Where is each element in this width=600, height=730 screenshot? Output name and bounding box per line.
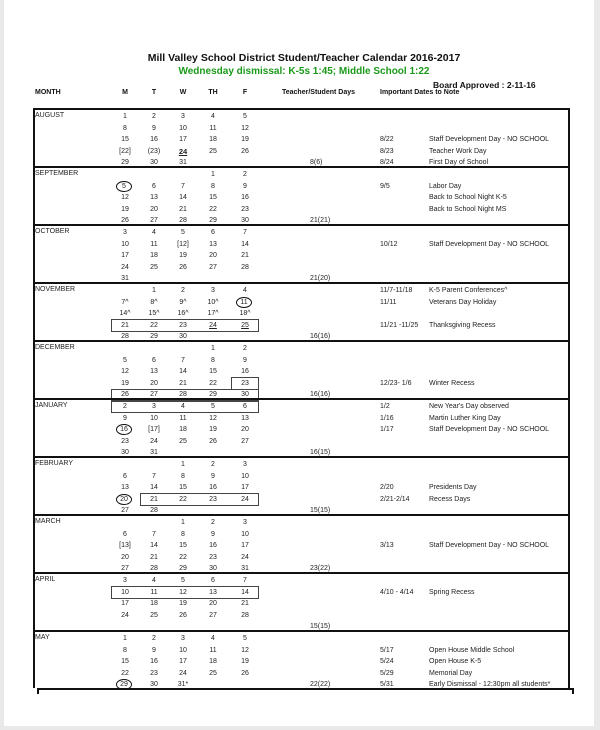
calendar-day: 1 [211,345,215,352]
teacher-student-days: 8(6) [310,159,323,167]
calendar-day: 15 [209,194,217,202]
calendar-day: 29 [179,565,187,573]
calendar-day: 4 [181,403,185,410]
calendar-day: 5 [243,113,247,120]
calendar-day: 21 [241,600,249,608]
calendar-day: 10 [241,530,249,538]
calendar-day: [12] [177,240,189,248]
calendar-day: 21 [241,252,249,260]
calendar-day: 23 [209,553,217,561]
calendar-day: 6 [152,182,156,190]
calendar-day: 7 [181,182,185,190]
note-text: Open House Middle School [429,646,515,654]
calendar-day: [13] [119,542,131,550]
calendar-day: [17] [148,426,160,434]
dismissal-subtitle: Wednesday dismissal: K-5s 1:45; Middle School 1:22 [178,66,430,77]
note-date: 8/23 [380,147,394,155]
calendar-day: 29 [209,217,217,225]
calendar-day: 11 [150,240,158,248]
calendar-day: 6 [152,356,156,364]
calendar-day: 7 [243,229,247,236]
calendar-day: 14 [150,542,158,550]
calendar-day: 25 [150,263,158,271]
calendar-day: 22 [209,205,217,213]
note-text: Labor Day [429,182,462,190]
calendar-day: 24 [241,495,249,503]
calendar-day: 5 [243,635,247,642]
calendar-day: 29 [121,159,129,167]
note-date: 1/16 [380,414,394,422]
note-date: 11/7-11/18 [380,287,413,294]
calendar-day: 17 [121,252,129,260]
calendar-day: 30 [241,217,249,225]
calendar-day: 8 [181,530,185,538]
calendar-day: 13 [150,368,158,376]
calendar-day: 3 [123,229,127,236]
col-header-th: TH [208,89,218,96]
note-text: Teacher Work Day [429,147,487,155]
calendar-day: 31 [241,565,249,573]
calendar-day: 16 [241,368,249,376]
calendar-day: 25 [241,321,249,329]
calendar-day: 24 [209,321,217,329]
calendar-day: 24 [121,611,129,619]
calendar-day: 15 [209,368,217,376]
note-text: New Year's Day observed [429,403,509,410]
calendar-day: 25 [150,611,158,619]
col-header-f: F [242,89,248,96]
calendar-day: 23 [179,321,187,329]
note-text: Martin Luther King Day [429,414,501,422]
calendar-day: 18 [209,658,217,666]
calendar-day: 28 [150,507,158,515]
calendar-day: 13 [121,484,129,492]
calendar-day: 15 [121,658,129,666]
calendar-day: 30 [150,681,158,689]
calendar-day: 31 [121,275,129,283]
col-header-t: T [151,89,157,96]
calendar-day: 30 [209,565,217,573]
calendar-day: 9 [152,124,156,132]
calendar-day: 1 [123,113,127,120]
month-name: FEBRUARY [35,460,73,467]
calendar-day: 7 [181,356,185,364]
calendar-day: 3 [181,113,185,120]
col-header-w: W [179,89,187,96]
calendar-day: 9 [243,356,247,364]
calendar-day: 4 [152,229,156,236]
note-date: 8/22 [380,136,394,144]
calendar-day: 3 [243,519,247,526]
calendar-day: 10 [150,414,158,422]
calendar-day: 9 [152,646,156,654]
month-name: JANUARY [35,402,68,409]
calendar-day: 29 [150,333,158,341]
calendar-day: 21 [150,495,158,503]
calendar-day: 12 [241,646,249,654]
calendar-day: 27 [121,507,129,515]
calendar-day: 16 [150,658,158,666]
calendar-day: 8^ [150,298,158,306]
note-text: Recess Days [429,495,471,503]
calendar-day: 7 [243,577,247,584]
calendar-day: 11 [150,588,158,596]
note-text: First Day of School [429,159,489,167]
calendar-day: 26 [121,391,129,399]
calendar-day: 6 [123,472,127,480]
page-title: Mill Valley School District Student/Teacher Calendar 2016-2017 [147,52,461,64]
calendar-day: 13 [241,414,249,422]
note-date: 11/11 [380,298,397,306]
note-date: 12/23- 1/6 [380,379,412,387]
recess-box [111,319,259,332]
calendar-day: 8 [123,646,127,654]
teacher-student-days: 21(21) [310,217,331,225]
teacher-student-days: 23(22) [310,565,331,573]
calendar-day: 2 [152,113,156,120]
calendar-day: 2 [181,287,185,294]
calendar-day: 18 [150,600,158,608]
note-text: Back to School Night MS [429,205,507,213]
teacher-student-days: 16(15) [310,449,331,457]
calendar-day: 10 [241,472,249,480]
teacher-student-days: 22(22) [310,681,331,689]
calendar-day: 15^ [148,310,160,318]
calendar-day: 23 [241,379,249,387]
calendar-day: 23 [241,205,249,213]
calendar-day: 9 [211,530,215,538]
calendar-day: (23) [147,147,161,155]
calendar-day: 12 [121,194,129,202]
calendar-day: 30 [121,449,129,457]
calendar-day: 31 [150,449,158,457]
col-header-days: Teacher/Student Days [282,89,356,96]
calendar-day: 26 [179,263,187,271]
calendar-day: 10 [179,646,187,654]
calendar-day: 26 [209,437,217,445]
calendar-day: 16 [241,194,249,202]
calendar-day: 19 [121,379,129,387]
calendar-day: 26 [121,217,129,225]
calendar-day: 7 [152,530,156,538]
calendar-day: 5 [116,181,132,192]
recess-box [140,493,259,506]
calendar-day: 21 [150,553,158,561]
note-date: 8/24 [380,159,394,167]
calendar-day: 10 [121,588,129,596]
calendar-day: 22 [209,379,217,387]
calendar-day: 1 [211,171,215,178]
recess-box [111,586,259,599]
calendar-day: 14 [241,588,249,596]
calendar-day: 16 [209,542,217,550]
calendar-day: 25 [179,437,187,445]
calendar-day: 7^ [121,298,129,306]
recess-box [111,401,259,414]
calendar-day: 18 [209,136,217,144]
calendar-day: 13 [150,194,158,202]
calendar-day: 30 [179,333,187,341]
teacher-student-days: 16(16) [310,333,331,341]
calendar-day: 6 [211,229,215,236]
calendar-day: 19 [121,205,129,213]
calendar-day: 9 [243,182,247,190]
month-name: NOVEMBER [35,286,76,293]
calendar-day: 28 [179,217,187,225]
calendar-day: 11 [209,124,217,132]
calendar-day: 13 [209,588,217,596]
calendar-day: 13 [209,240,217,248]
calendar-page [4,0,594,726]
calendar-day: 18^ [239,310,251,318]
calendar-day: 20 [241,426,249,434]
table-divider [37,688,574,690]
calendar-day: 3 [152,403,156,410]
calendar-day: 21 [121,321,129,329]
calendar-day: 27 [209,263,217,271]
teacher-student-days: 15(15) [310,507,331,515]
note-date: 9/5 [380,182,390,190]
note-text: Open House K-5 [429,658,482,666]
calendar-day: [22] [119,147,131,155]
calendar-day: 26 [241,147,249,155]
calendar-day: 22 [179,553,187,561]
month-name: APRIL [35,576,56,583]
calendar-day: 17^ [207,310,219,318]
calendar-day: 14 [241,240,249,248]
calendar-day: 7 [152,472,156,480]
calendar-day: 10 [179,124,187,132]
calendar-day: 1 [181,461,185,468]
calendar-day: 9^ [179,298,187,306]
calendar-day: 1 [152,287,156,294]
calendar-day: 6 [123,530,127,538]
month-name: AUGUST [35,112,65,119]
calendar-day: 22 [121,669,129,677]
calendar-day: 10 [121,240,129,248]
calendar-day: 11 [209,646,217,654]
note-text: Winter Recess [429,379,475,387]
note-date: 5/24 [380,658,394,666]
calendar-day: 5 [211,403,215,410]
calendar-day: 29 [209,391,217,399]
teacher-student-days: 21(20) [310,275,331,283]
calendar-day: 21 [179,205,187,213]
calendar-day: 24 [241,553,249,561]
note-text: Early Dismissal - 12:30pm all students* [429,681,551,689]
calendar-day: 11 [179,414,187,422]
calendar-day: 23 [121,437,129,445]
calendar-day: 26 [179,611,187,619]
calendar-day: 4 [211,635,215,642]
month-name: MAY [35,634,50,641]
calendar-day: 18 [150,252,158,260]
calendar-day: 3 [211,287,215,294]
note-text: Staff Development Day - NO SCHOOL [429,136,550,144]
calendar-day: 19 [179,600,187,608]
calendar-day: 28 [241,263,249,271]
note-text: K-5 Parent Conferences^ [429,287,508,294]
note-date: 10/12 [380,240,398,248]
calendar-day: 14 [179,194,187,202]
calendar-day: 4 [211,113,215,120]
note-text: Staff Development Day - NO SCHOOL [429,240,550,248]
note-date: 5/17 [380,646,394,654]
teacher-student-days: 16(16) [310,391,331,399]
calendar-day: 27 [150,217,158,225]
calendar-day: 19 [179,252,187,260]
note-text: Veterans Day Holiday [429,298,497,306]
table-border [572,688,574,694]
calendar-day: 17 [121,600,129,608]
calendar-day: 3 [181,635,185,642]
col-header-notes: Important Dates to Note [380,89,460,96]
calendar-day: 5 [123,356,127,364]
calendar-day: 12 [209,414,217,422]
note-date: 2/20 [380,484,394,492]
calendar-day: 20 [150,205,158,213]
calendar-day: 15 [121,136,129,144]
calendar-day: 5 [181,229,185,236]
calendar-day: 17 [241,484,249,492]
calendar-day: 2 [152,635,156,642]
note-date: 11/21 -11/25 [380,321,419,329]
calendar-day: 31* [177,681,189,689]
note-text: Back to School Night K-5 [429,194,507,202]
calendar-day: 20 [116,494,132,505]
calendar-day: 23 [150,669,158,677]
month-name: OCTOBER [35,228,70,235]
calendar-day: 24 [179,669,187,677]
calendar-day: 21 [179,379,187,387]
calendar-day: 31 [179,159,187,167]
calendar-day: 30 [241,391,249,399]
month-name: SEPTEMBER [35,170,79,177]
calendar-day: 24 [121,263,129,271]
calendar-day: 27 [241,437,249,445]
board-approved: Board Approved : 2-11-16 [433,80,536,90]
calendar-day: 3 [243,461,247,468]
calendar-day: 14^ [119,310,131,318]
calendar-day: 1 [181,519,185,526]
note-date: 5/29 [380,669,394,677]
calendar-day: 17 [179,658,187,666]
calendar-day: 1 [123,635,127,642]
calendar-day: 20 [209,600,217,608]
calendar-day: 8 [123,124,127,132]
calendar-day: 15 [179,542,187,550]
calendar-day: 4 [152,577,156,584]
calendar-day: 27 [209,611,217,619]
calendar-day: 19 [241,658,249,666]
calendar-day: 19 [241,136,249,144]
table-border [37,688,39,694]
calendar-day: 17 [241,542,249,550]
note-date: 2/21-2/14 [380,495,410,503]
calendar-day: 25 [209,147,217,155]
calendar-day: 4 [243,287,247,294]
col-header-month: MONTH [35,89,61,96]
calendar-day: 3 [123,577,127,584]
note-date: 5/31 [380,681,394,689]
note-date: 4/10 - 4/14 [380,588,414,596]
calendar-day: 9 [211,472,215,480]
calendar-day: 2 [243,171,247,178]
col-header-m: M [122,89,128,96]
month-name: DECEMBER [35,344,75,351]
calendar-day: 28 [179,391,187,399]
calendar-day: 16 [209,484,217,492]
calendar-day: 9 [123,414,127,422]
calendar-day: 22 [179,495,187,503]
calendar-day: 8 [181,472,185,480]
calendar-day: 6 [243,403,247,410]
calendar-day: 16 [150,136,158,144]
calendar-day: 29 [116,679,132,690]
calendar-day: 15 [179,484,187,492]
calendar-day: 8 [211,182,215,190]
note-text: Thanksgiving Recess [429,321,496,329]
note-text: Spring Recess [429,588,475,596]
calendar-day: 20 [150,379,158,387]
calendar-day: 28 [150,565,158,573]
calendar-day: 16^ [177,310,189,318]
calendar-day: 2 [211,461,215,468]
calendar-day: 12 [179,588,187,596]
calendar-day: 18 [179,426,187,434]
calendar-day: 16 [116,424,132,435]
calendar-day: 28 [241,611,249,619]
calendar-day: 20 [209,252,217,260]
note-date: 3/13 [380,542,394,550]
calendar-day: 2 [243,345,247,352]
calendar-day: 24 [178,146,188,156]
note-text: Staff Development Day - NO SCHOOL [429,542,550,550]
calendar-day: 22 [150,321,158,329]
note-text: Memorial Day [429,669,473,677]
calendar-day: 19 [209,426,217,434]
note-date: 1/17 [380,426,394,434]
calendar-day: 30 [150,159,158,167]
calendar-day: 14 [150,484,158,492]
note-text: Staff Development Day - NO SCHOOL [429,426,550,434]
calendar-day: 27 [121,565,129,573]
calendar-day: 2 [211,519,215,526]
calendar-day: 2 [123,403,127,410]
calendar-day: 6 [211,577,215,584]
calendar-day: 28 [121,333,129,341]
month-name: MARCH [35,518,61,525]
calendar-day: 25 [209,669,217,677]
calendar-day: 8 [211,356,215,364]
calendar-day: 5 [181,577,185,584]
calendar-day: 20 [121,553,129,561]
calendar-day: 11 [236,297,252,308]
calendar-day: 14 [179,368,187,376]
calendar-day: 12 [241,124,249,132]
calendar-day: 10^ [207,298,219,306]
calendar-day: 17 [179,136,187,144]
calendar-day: 24 [150,437,158,445]
note-text: Presidents Day [429,484,477,492]
calendar-day: 27 [150,391,158,399]
note-date: 1/2 [380,403,390,410]
calendar-day: 12 [121,368,129,376]
calendar-day: 26 [241,669,249,677]
calendar-day: 23 [209,495,217,503]
teacher-student-days: 15(15) [310,623,331,631]
